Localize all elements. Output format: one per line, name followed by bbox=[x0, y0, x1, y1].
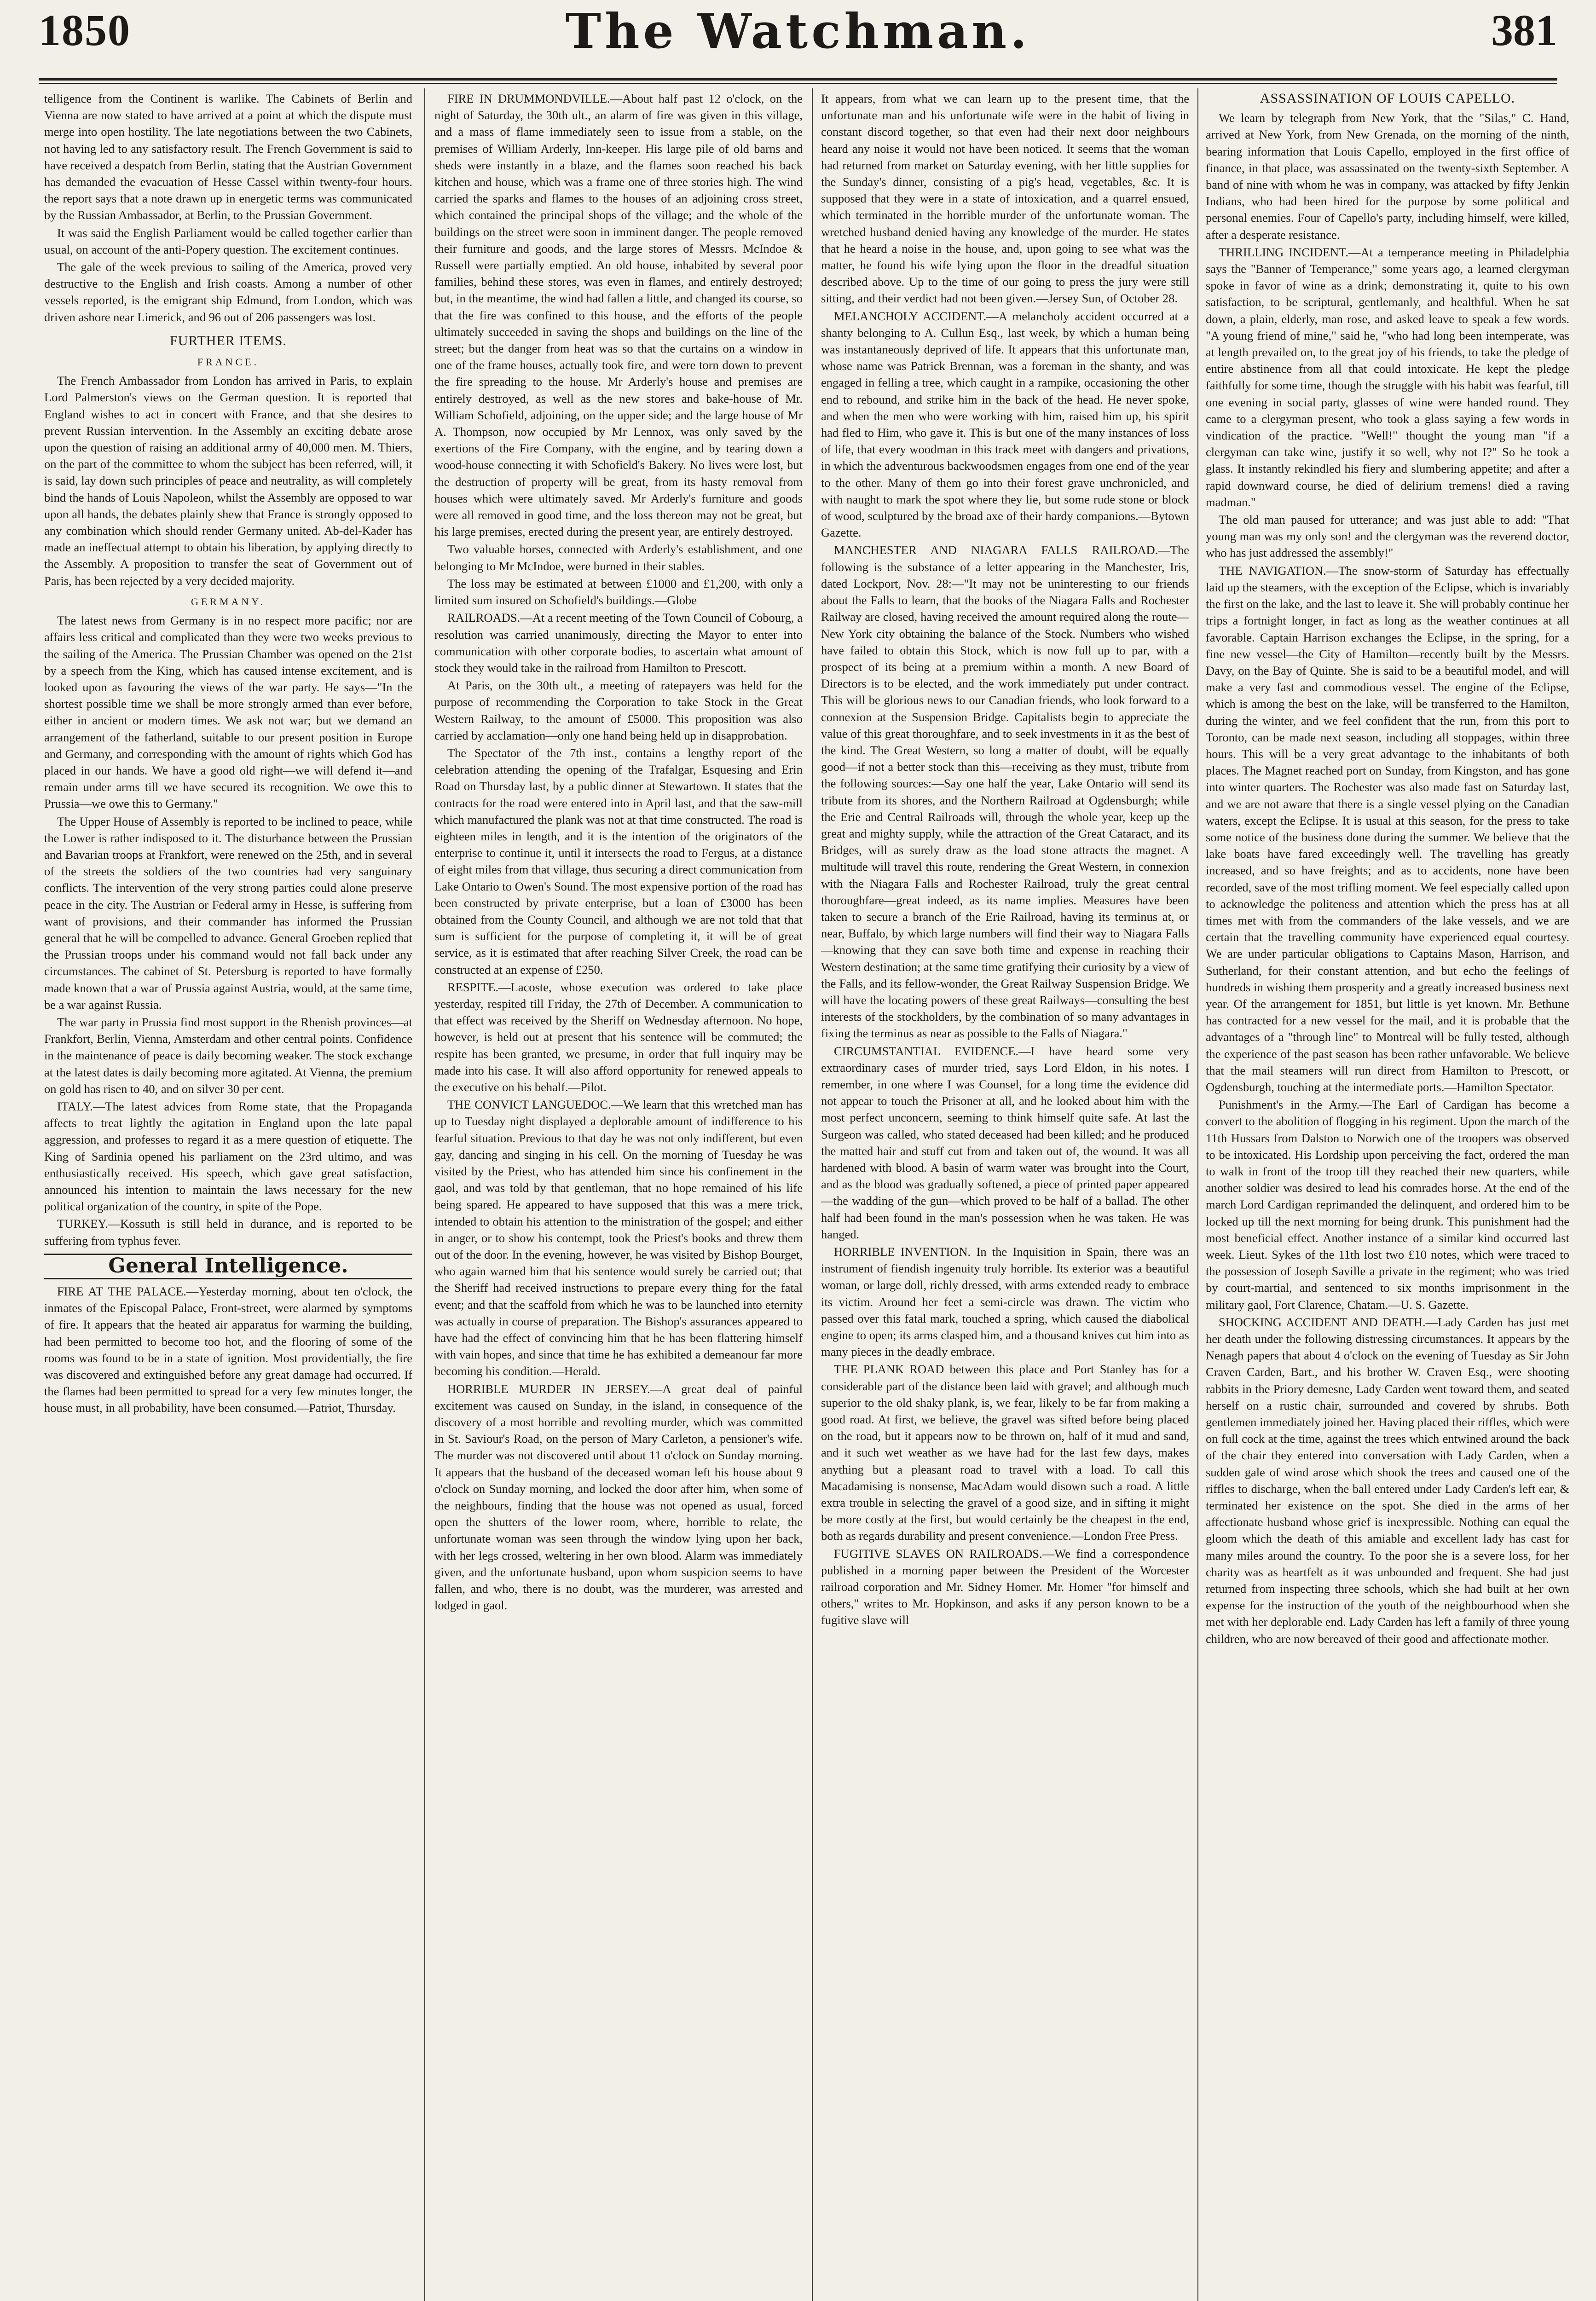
article-paragraph: THE NAVIGATION.—The snow-storm of Saturday has effectually laid up the steamers, with the exception of the Eclipse, which is invariably the first on the lake, and the last to leave it. She will probably continue her trips a fortnight longer, in fact as long as the weather continues at all favorable. Captain Harrison exchanges the Eclipse, in the spring, for a fine new vessel—the City of Hamilton—recently built by the Messrs. Davy, on the Bay of Quinte. She is said to be a beautiful model, and will make a very fast and commodious vessel. The engine of the Eclipse, which is among the best on the lake, will be transferred to the Hamilton, during the winter, and we feel confident that the run, from this port to Toronto, can be made next season, including all stoppages, within three hours. This will be a very great advantage to the inhabitants of both places. The Magnet reached port on Sunday, from Kingston, and has gone into winter quarters. The Rochester was also made fast on Saturday last, and we are not aware that there is a single vessel plying on the Canadian waters, except the Eclipse. It is usual at this season, for the press to take some notice of the business done during the summer. We believe that the lake boats have fared exceedingly well. The travelling has greatly increased, and so have freights; and as to accidents, none have been recorded, save of the most trifling moment. We feel especially called upon to acknowledge the politeness and attention which the press has at all times met with from the commanders of the lake vessels, and we are certain that the travelling community have experienced equal courtesy. We are under particular obligations to Captains Mason, Harrison, and Sutherland, for their constant attention, and but echo the feelings of hundreds in wishing them prosperity and a greatly increased business next year. Of the arrangement for 1851, but little is yet known. Mr. Bethune has contracted for a new vessel for the mail, and it is probable that the advantages of a "through line" to Montreal will be fully tested, although the experience of the past season has been rather unfavorable. We believe that the mail steamers will run direct from Hamilton to Prescott, or Ogdensburgh, touching at the intermediate ports.—Hamilton Spectator. bbox=[1206, 563, 1569, 1094]
article-paragraph: The Spectator of the 7th inst., contains a lengthy report of the celebration attending the opening of the Trafalgar, Esquesing and Erin Road on Thursday last, by a public dinner at Stewartown. It states that the contracts for the road were entered into in April last, and that the saw-mill which manufactured the plank was not at that time constructed. The road is eighteen miles in length, and it is the intention of the originators of the enterprise to continue it, until it intersects the road to Fergus, at a distance of eight miles from that village, thus securing a direct communication from Lake Ontario to Owen's Sound. The most expensive portion of the road has been constructed by private enterprise, but a loan of £3000 has been obtained from the County Council, and although we are not told that that sum is sufficient for the purpose of completing it, it will be of great service, as it is estimated that after reaching Silver Creek, the road can be constructed at an expense of £250. bbox=[434, 746, 803, 977]
article-paragraph: FUGITIVE SLAVES ON RAILROADS.—We find a correspondence published in a morning paper between the President of the Worcester railroad corporation and Mr. Sidney Homer. Mr. Homer "for himself and others," writes to Mr. Hopkinson, and asks if any person known to be a fugitive slave will bbox=[821, 1546, 1189, 1627]
article-paragraph: RESPITE.—Lacoste, whose execution was ordered to take place yesterday, respited till Friday, the 27th of December. A communication to that effect was received by the Sheriff on Wednesday afternoon. No hope, however, is held out at present that his sentence will be commuted; the respite has been granted, we presume, in order that full inquiry may be made into his case. It will also afford opportunity for renewed appeals to the executive on his behalf.—Pilot. bbox=[434, 980, 803, 1094]
article-paragraph: The French Ambassador from London has arrived in Paris, to explain Lord Palmerston's views on the German question. It is reported that England wishes to act in concert with France, and that she desires to prevent Russian intervention. In the Assembly an exciting debate arose upon the question of raising an additional army of 40,000 men. M. Thiers, on the part of the committee to whom the subject has been referred, will, it is said, lay down such principles of peace and neutrality, as will completely bind the hands of Louis Napoleon, whilst the Assembly are opposed to war upon all hands, the debates plainly shew that France is strongly opposed to any combination which should render Germany united. Ab-del-Kader has made an ineffectual attempt to obtain his liberation, by applying directly to the Assembly. A proposition to transfer the seat of Government out of Paris, has been rejected by a very decided majority. bbox=[44, 374, 412, 588]
article-paragraph: Two valuable horses, connected with Arderly's establishment, and one belonging to Mr McIndoe, were burned in their stables. bbox=[434, 542, 803, 573]
article-paragraph: CIRCUMSTANTIAL EVIDENCE.—I have heard some very extraordinary cases of murder tried, says Lord Eldon, in his notes. I remember, in one where I was Counsel, for a long time the evidence did not appear to touch the Prisoner at all, and he looked about him with the most perfect unconcern, seeming to think himself quite safe. At last the Surgeon was called, who stated deceased had been killed; and he produced the matted hair and stuff cut from and taken out of, the wound. It was all hardened with blood. A basin of warm water was brought into the Court, and as the blood was gradually softened, a piece of printed paper appeared—the wadding of the gun—which proved to be half of a ballad. The other half had been found in the man's possession when he was taken. He was hanged. bbox=[821, 1044, 1189, 1241]
section-heading: FURTHER ITEMS. bbox=[170, 333, 287, 348]
article-paragraph: TURKEY.—Kossuth is still held in durance, and is reported to be suffering from typhus fever. bbox=[44, 1217, 412, 1248]
masthead-year: 1850 bbox=[39, 6, 131, 55]
article-paragraph: THRILLING INCIDENT.—At a temperance meeting in Philadelphia says the "Banner of Temperance," some years ago, a learned clergyman spoke in favor of wine as a drink; demonstrating it, quite to his own satisfaction, to be scriptural, gentlemanly, and healthful. When he sat down, a plain, elderly, man rose, and asked leave to speak a few words. "A young friend of mine," said he, "who had long been intemperate, was at length prevailed on, to the great joy of his friends, to take the pledge of entire abstinence from all that could intoxicate. He kept the pledge faithfully for some time, though the struggle with his habit was fearful, till one evening in social party, glasses of wine were handed round. They came to a clergyman present, who took a glass saying a few words in vindication of the practice. "Well!" thought the young man "if a clergyman can take wine, justify it so well, why not I?" So he took a glass. It instantly rekindled his fiery and slumbering appetite; and after a rapid downward course, he died of delirium tremens! died a raving madman." bbox=[1206, 245, 1569, 509]
subsection-heading: GERMANY. bbox=[191, 595, 266, 607]
column-divider bbox=[1197, 88, 1198, 2301]
article-paragraph: ITALY.—The latest advices from Rome state, that the Propaganda affects to treat lightly the agitation in England upon the late papal aggression, and professes to regard it as a mere question of etiquette. The King of Sardinia opened his parliament on the 23rd ultimo, and was enthusiastically received. His speech, which gave great satisfaction, announced his intention to maintain the laws necessary for the new political organization of the country, in spite of the Pope. bbox=[44, 1099, 412, 1214]
column-3 bbox=[821, 90, 1189, 2301]
article-paragraph: FIRE AT THE PALACE.—Yesterday morning, about ten o'clock, the inmates of the Episcopal Palace, Front-street, were alarmed by symptoms of fire. It appears that the heated air apparatus for warming the building, had been permitted to become too hot, and the flooring of some of the rooms was found to be in a state of ignition. Most providentially, the fire was discovered and extinguished before any great damage had occurred. If the flames had been permitted to spread for a very few minutes longer, the house must, in all probability, have been consumed.—Patriot, Thursday. bbox=[44, 1284, 412, 1415]
column-2 bbox=[434, 90, 803, 2301]
masthead bbox=[39, 0, 1557, 78]
article-paragraph: FIRE IN DRUMMONDVILLE.—About half past 12 o'clock, on the night of Saturday, the 30th ult., an alarm of fire was given in this village, and a mass of flame immediately seen to issue from a stable, on the premises of William Arderly, Inn-keeper. His large pile of old barns and sheds were instantly in a blaze, and the flames soon reached his back kitchen and house, which was a frame one of three stories high. The wind carried the sparks and flames to the houses of an adjoining cross street, which contained the principal shops of the village; and the whole of the buildings on the street were soon in imminent danger. The people removed their furniture and goods, and the large stores of Messrs. McIndoe & Russell were partially emptied. An old house, inhabited by several poor families, behind these stores, was even in flames, and entirely destroyed; but, in the meantime, the wind had fallen a little, and changed its course, so that the fire was confined to this house, and the efforts of the people ultimately succeeded in saving the shops and buildings on the line of the street; but the danger from heat was so that the curtains on a window in one of the frame houses, actually took fire, and were torn down to prevent the fire spreading to the house. Mr Arderly's house and premises are entirely destroyed, as well as the new stores and bake-house of Mr. William Schofield, adjoining, on the upper side; and the large house of Mr A. Thompson, now occupied by Mr Lennox, was only saved by the exertions of the Fire Company, with the engine, and by tearing down a wood-house connecting it with Schofield's Bakery. No lives were lost, but the destruction of property will be great, from its hasty removal from houses which were ultimately saved. Mr Arderly's furniture and goods were all removed in good time, and the loss thereon may not be great, but his large premises, erected during the present year, are entirely destroyed. bbox=[434, 92, 803, 539]
article-paragraph: At Paris, on the 30th ult., a meeting of ratepayers was held for the purpose of recommending the Corporation to take Stock in the Great Western Railway, to the amount of £5000. This proposition was also carried by acclamation—only one hand being held up in disapprobation. bbox=[434, 678, 803, 742]
article-paragraph: The Upper House of Assembly is reported to be inclined to peace, while the Lower is rather indisposed to it. The disturbance between the Prussian and Bavarian troops at Frankfort, were renewed on the 25th, and in several of the streets the soldiers of the two countries had very sanguinary conflicts. The intervention of the very strong parties could alone preserve peace in the city. The Austrian or Federal army in Hesse, is suffering from want of provisions, and their commander has informed the Prussian general that he will be compelled to advance. General Groeben replied that the Prussian troops under his command would not fall back under any circumstances. The cabinet of St. Petersburg is reported to have formally made known that a war of Prussia against Austria, would, at the same time, be a war against Russia. bbox=[44, 814, 412, 1012]
article-paragraph: SHOCKING ACCIDENT AND DEATH.—Lady Carden has just met her death under the following distressing circumstances. It appears by the Nenagh papers that about 4 o'clock on the evening of Tuesday as Sir John Craven Carden, Bart., and his brother W. Craven Esq., were shooting rabbits in the Priory demesne, Lady Carden went toward them, and seated herself on a rustic chair, surrounded and covered by shrubs. Both gentlemen immediately joined her. Having placed their riffles, which were on full cock at the time, against the trees which entwined around the back of the chair they entered into conversation with Lady Carden, when a sudden gale of wind arose which shook the trees and caused one of the riffles to discharge, when the ball entered under Lady Carden's left ear, & terminated her existence on the spot. She died in the arms of her affectionate husband whose grief is inexpressible. Nothing can equal the gloom which the death of this amiable and excellent lady has cast for many miles around the country. To the poor she is a severe loss, for her charity was as heartfelt as it was unbounded and frequent. She had just returned from inspecting three schools, which she had built at her own expense for the instruction of the youth of the neighbourhood when she met with her deplorable end. Lady Carden has left a family of three young children, who are now bereaved of their good and affectionate mother. bbox=[1206, 1315, 1569, 1646]
article-paragraph: HORRIBLE MURDER IN JERSEY.—A great deal of painful excitement was caused on Sunday, in the island, in consequence of the discovery of a most horrible and revolting murder, which was committed in St. Saviour's Road, on the person of Mary Carleton, a pensioner's wife. The murder was not discovered until about 11 o'clock on Sunday morning. It appears that the husband of the deceased woman left his house about 9 o'clock on Sunday morning, and locked the door after him, when some of the neighbours, finding that the house was not opened as usual, forced open the shutters of the lower room, where, horrible to relate, the unfortunate woman was seen through the window lying upon her back, with her legs crossed, weltering in her own blood. Alarm was immediately given, and the unfortunate husband, upon whom suspicion seems to have fallen, and who, there is no doubt, was the murderer, was arrested and lodged in gaol. bbox=[434, 1382, 803, 1613]
article-headline: ASSASSINATION OF LOUIS CAPELLO. bbox=[1260, 91, 1515, 106]
column-divider bbox=[424, 88, 425, 2301]
column-4 bbox=[1206, 90, 1569, 2301]
article-paragraph: It appears, from what we can learn up to the present time, that the unfortunate man and his unfortunate wife were in the habit of living in constant discord together, so that even had their next door neighbours heard any noise it would not have been noticed. It seems that the woman had returned from market on Saturday evening, with her little supplies for the Sunday's dinner, consisting of a pig's head, vegetables, &c. It is supposed that they were in a state of intoxication, and a quarrel ensued, which terminated in the horrible murder of the unfortunate woman. The wretched husband denied having any knowledge of the murder. He states that he heard a noise in the house, and, upon going to see what was the matter, he found his wife lying upon the floor in the dreadful situation described above. Up to the time of our going to press the jury were still sitting, and their verdict had not been given.—Jersey Sun, of October 28. bbox=[821, 92, 1189, 306]
masthead-rule-thin bbox=[39, 83, 1557, 84]
column-divider bbox=[812, 88, 813, 2301]
article-paragraph: The loss may be estimated at between £1000 and £1,200, with only a limited sum insured on Schofield's buildings.—Globe bbox=[434, 576, 803, 607]
article-paragraph: The gale of the week previous to sailing of the America, proved very destructive to the English and Irish coasts. Among a number of other vessels reported, is the emigrant ship Edmund, from London, which was driven ashore near Limerick, and 96 out of 206 passengers was lost. bbox=[44, 260, 412, 324]
article-paragraph: RAILROADS.—At a recent meeting of the Town Council of Cobourg, a resolution was carried unanimously, directing the Mayor to enter into communication with other corporate bodies, to ascertain what amount of stock they would take in the railroad from Hamilton to Prescott. bbox=[434, 611, 803, 675]
column-1 bbox=[44, 90, 412, 2301]
page-number: 381 bbox=[1491, 6, 1557, 55]
article-paragraph: The latest news from Germany is in no respect more pacific; nor are affairs less critical and complicated than they were two weeks previous to the sailing of the America. The Prussian Chamber was opened on the 21st by a speech from the King, which has caused intense excitement, and is looked upon as favouring the views of the war party. He says—"In the shortest possible time we shall be more strongly armed than ever before, either in ancient or modern times. We ask not war; but we demand an arrangement of the fatherland, suitable to our present position in Europe and Germany, and corresponding with the amount of rights which God has placed in our hands. We have a good old right—we will defend it—and remain under arms till we have secured its recognition. We owe this to Prussia—we owe this to Germany." bbox=[44, 613, 412, 811]
article-paragraph: THE PLANK ROAD between this place and Port Stanley has for a considerable part of the distance been laid with gravel; and although much superior to the old shaky plank, is, we fear, likely to be far from making a good road. At first, we believe, the gravel was sifted before being placed on the road, but it appears now to be thrown on, half of it mud and sand, and it such wet weather as we have had for the last few days, makes anything but a pleasant road to travel with a load. To call this Macadamising is nonsense, MacAdam would disown such a road. A little extra trouble in selecting the gravel of a good size, and in sifting it might be more costly at the first, but would certainly be the cheapest in the end, both as regards durability and present convenience.—London Free Press. bbox=[821, 1362, 1189, 1543]
article-paragraph: The war party in Prussia find most support in the Rhenish provinces—at Frankfort, Berlin, Vienna, Amsterdam and other central points. Confidence in the maintenance of peace is daily becoming weaker. The stock exchange at the latest dates is daily becoming more agitated. At Vienna, the premium on gold has risen to 40, and on silver 30 per cent. bbox=[44, 1015, 412, 1096]
article-paragraph: The old man paused for utterance; and was just able to add: "That young man was my only son! and the clergyman was the reverend doctor, who has just addressed the assembly!" bbox=[1206, 513, 1569, 560]
masthead-rule bbox=[39, 78, 1557, 81]
subsection-heading: FRANCE. bbox=[197, 356, 260, 368]
article-paragraph: MELANCHOLY ACCIDENT.—A melancholy accident occurred at a shanty belonging to A. Cullun Esq., last week, by which a human being was instantaneously deprived of life. It appears that this unfortunate man, whose name was Patrick Brennan, was a foreman in the shanty, and was engaged in felling a tree, which caught in a rampike, occasioning the other end to rebound, and strike him in the back of the head. He never spoke, and when the men who were working with him, raised him up, his spirit had fled to Him, who gave it. This is but one of the many instances of loss of life, that every woodman in this track meet with dangers and privations, in which the adventurous backwoodsmen engages from one end of the year to the other. Many of them go into their forest grave unchronicled, and with naught to mark the spot where they lie, but some rude stone or block of wood, sculptured by the broad axe of their hardy companions.—Bytown Gazette. bbox=[821, 309, 1189, 540]
article-paragraph: It was said the English Parliament would be called together earlier than usual, on account of the anti-Popery question. The excitement continues. bbox=[44, 225, 412, 256]
article-paragraph: HORRIBLE INVENTION. In the Inquisition in Spain, there was an instrument of fiendish ingenuity truly horrible. Its exterior was a beautiful woman, or large doll, richly dressed, with arms extended ready to embrace its victim. Around her feet a semi-circle was drawn. The victim who passed over this fatal mark, touched a spring, which caused the diabolical engine to open; its arms clasped him, and a thousand knives cut him into as many pieces in the deadly embrace. bbox=[821, 1245, 1189, 1359]
article-paragraph: Punishment's in the Army.—The Earl of Cardigan has become a convert to the abolition of flogging in his regiment. Upon the march of the 11th Hussars from Dalston to Norwich one of the troopers was observed to be intoxicated. His Lordship upon perceiving the fact, ordered the man to walk in front of the troop till they reached their new quarters, while another soldier was desired to lead his comrades horse. At the end of the march Lord Cardigan reprimanded the delinquent, and ordered him to be locked up till the next morning for being drunk. This punishment had the most beneficial effect. Another instance of a similar kind occurred last week. Lieut. Sykes of the 11th lost two £10 notes, which were traced to the possession of Joseph Saville a private in the regiment; who was tried by court-martial, and sentenced to six months imprisonment in the military gaol, Fort Clarence, Chatam.—U. S. Gazette. bbox=[1206, 1098, 1569, 1312]
section-banner: General Intelligence. bbox=[44, 1254, 412, 1279]
article-paragraph: THE CONVICT LANGUEDOC.—We learn that this wretched man has up to Tuesday night displayed a deplorable amount of indifference to his fearful situation. Previous to that day he was not only indifferent, but even gay, dancing and singing in his cell. On the morning of Tuesday he was visited by the Priest, who has attended him since his confinement in the gaol, and was told by that gentleman, that no hope remained of his life being spared. He appeared to have supposed that this was a mere trick, intended to obtain his attention to the ministration of the gospel; and either in anger, or to show his contempt, took the Priest's books and threw them out of the door. In the evening, however, he was visited by Bishop Bourget, who again warned him that his sentence would surely be carried out; that the Sheriff had received instructions to prepare every thing for the fatal event; and that the scaffold from which he was to be launched into eternity was actually in course of preparation. The Bishop's assurances appeared to have had the effect of convincing him that he has been flattering himself with vain hopes, and since that time he has exhibited a demeanour far more becoming his condition.—Herald. bbox=[434, 1098, 803, 1378]
article-paragraph: MANCHESTER AND NIAGARA FALLS RAILROAD.—The following is the substance of a letter appearing in the Manchester, Iris, dated Lockport, Nov. 28:—"It may not be uninteresting to our friends about the Falls to learn, that the books of the Niagara Falls and Rochester Railway are closed, having received the amount required along the route—New York city obtaining the balance of the Stock. Numbers who wished have failed to obtain this Stock, which is now full up to par, with a prospect of its being at a premium within a month. A new Board of Directors is to be elected, and the work immediately put under contract. This will be glorious news to our Canadian friends, who look forward to a connexion at the Suspension Bridge. Capitalists begin to appreciate the value of this great thoroughfare, and to seek investments in it as the best of the kind. The Great Western, so long a matter of doubt, will be equally good—if not a better stock than this—receiving as they must, tribute from the following sources:—Say one half the year, Lake Ontario will send its tribute from its shores, and the Northern Railroad at Ogdensburgh; while the Erie and Central Railroads will, through the whole year, keep up the great and mighty supply, while the attraction of the Great Cataract, and its Bridges, will as surely draw as the load stone attracts the magnet. A multitude will travel this route, rendering the Great Western, in connexion with the Niagara Falls and Rochester Railroad, truly the great central thoroughfare—great indeed, as its name implies. Measures have been taken to secure a branch of the Erie Railroad, having its terminus at, or near, Buffalo, by which large numbers will find their way to Niagara Falls—knowing that they can save both time and expense in reaching their Western destination; at the same time gratifying their curiosity by a view of the Falls, and its fellow-wonder, the Great Railway Suspension Bridge. We will have the locating powers of these great Railways—consulting the best interests of the stockholders, by the combination of so many advantages in fixing the terminus as near as possible to the Falls of Niagara." bbox=[821, 543, 1189, 1041]
article-paragraph: We learn by telegraph from New York, that the "Silas," C. Hand, arrived at New York, from New Grenada, on the morning of the ninth, bearing information that Louis Capello, employed in the first office of finance, in that place, was assassinated on the twenty-sixth September. A band of nine with whom he was in company, was attacked by fifty Jenkin Indians, who had been hired for the purpose by some political and personal enemies. Four of Capello's party, including himself, were killed, after a desperate resistance. bbox=[1206, 111, 1569, 242]
masthead-title: The Watchman. bbox=[565, 3, 1031, 59]
article-paragraph: telligence from the Continent is warlike. The Cabinets of Berlin and Vienna are now stated to have arrived at a point at which the dispute must merge into open hostility. The late negotiations between the two Cabinets, not having led to any satisfactory result. The French Government is said to have received a despatch from Berlin, stating that the Austrian Government has demanded the evacuation of Hesse Cassel within twenty-four hours. the report says that a note drawn up in energetic terms was communicated by the Russian Ambassador, at Berlin, to the Prussian Government. bbox=[44, 92, 412, 222]
